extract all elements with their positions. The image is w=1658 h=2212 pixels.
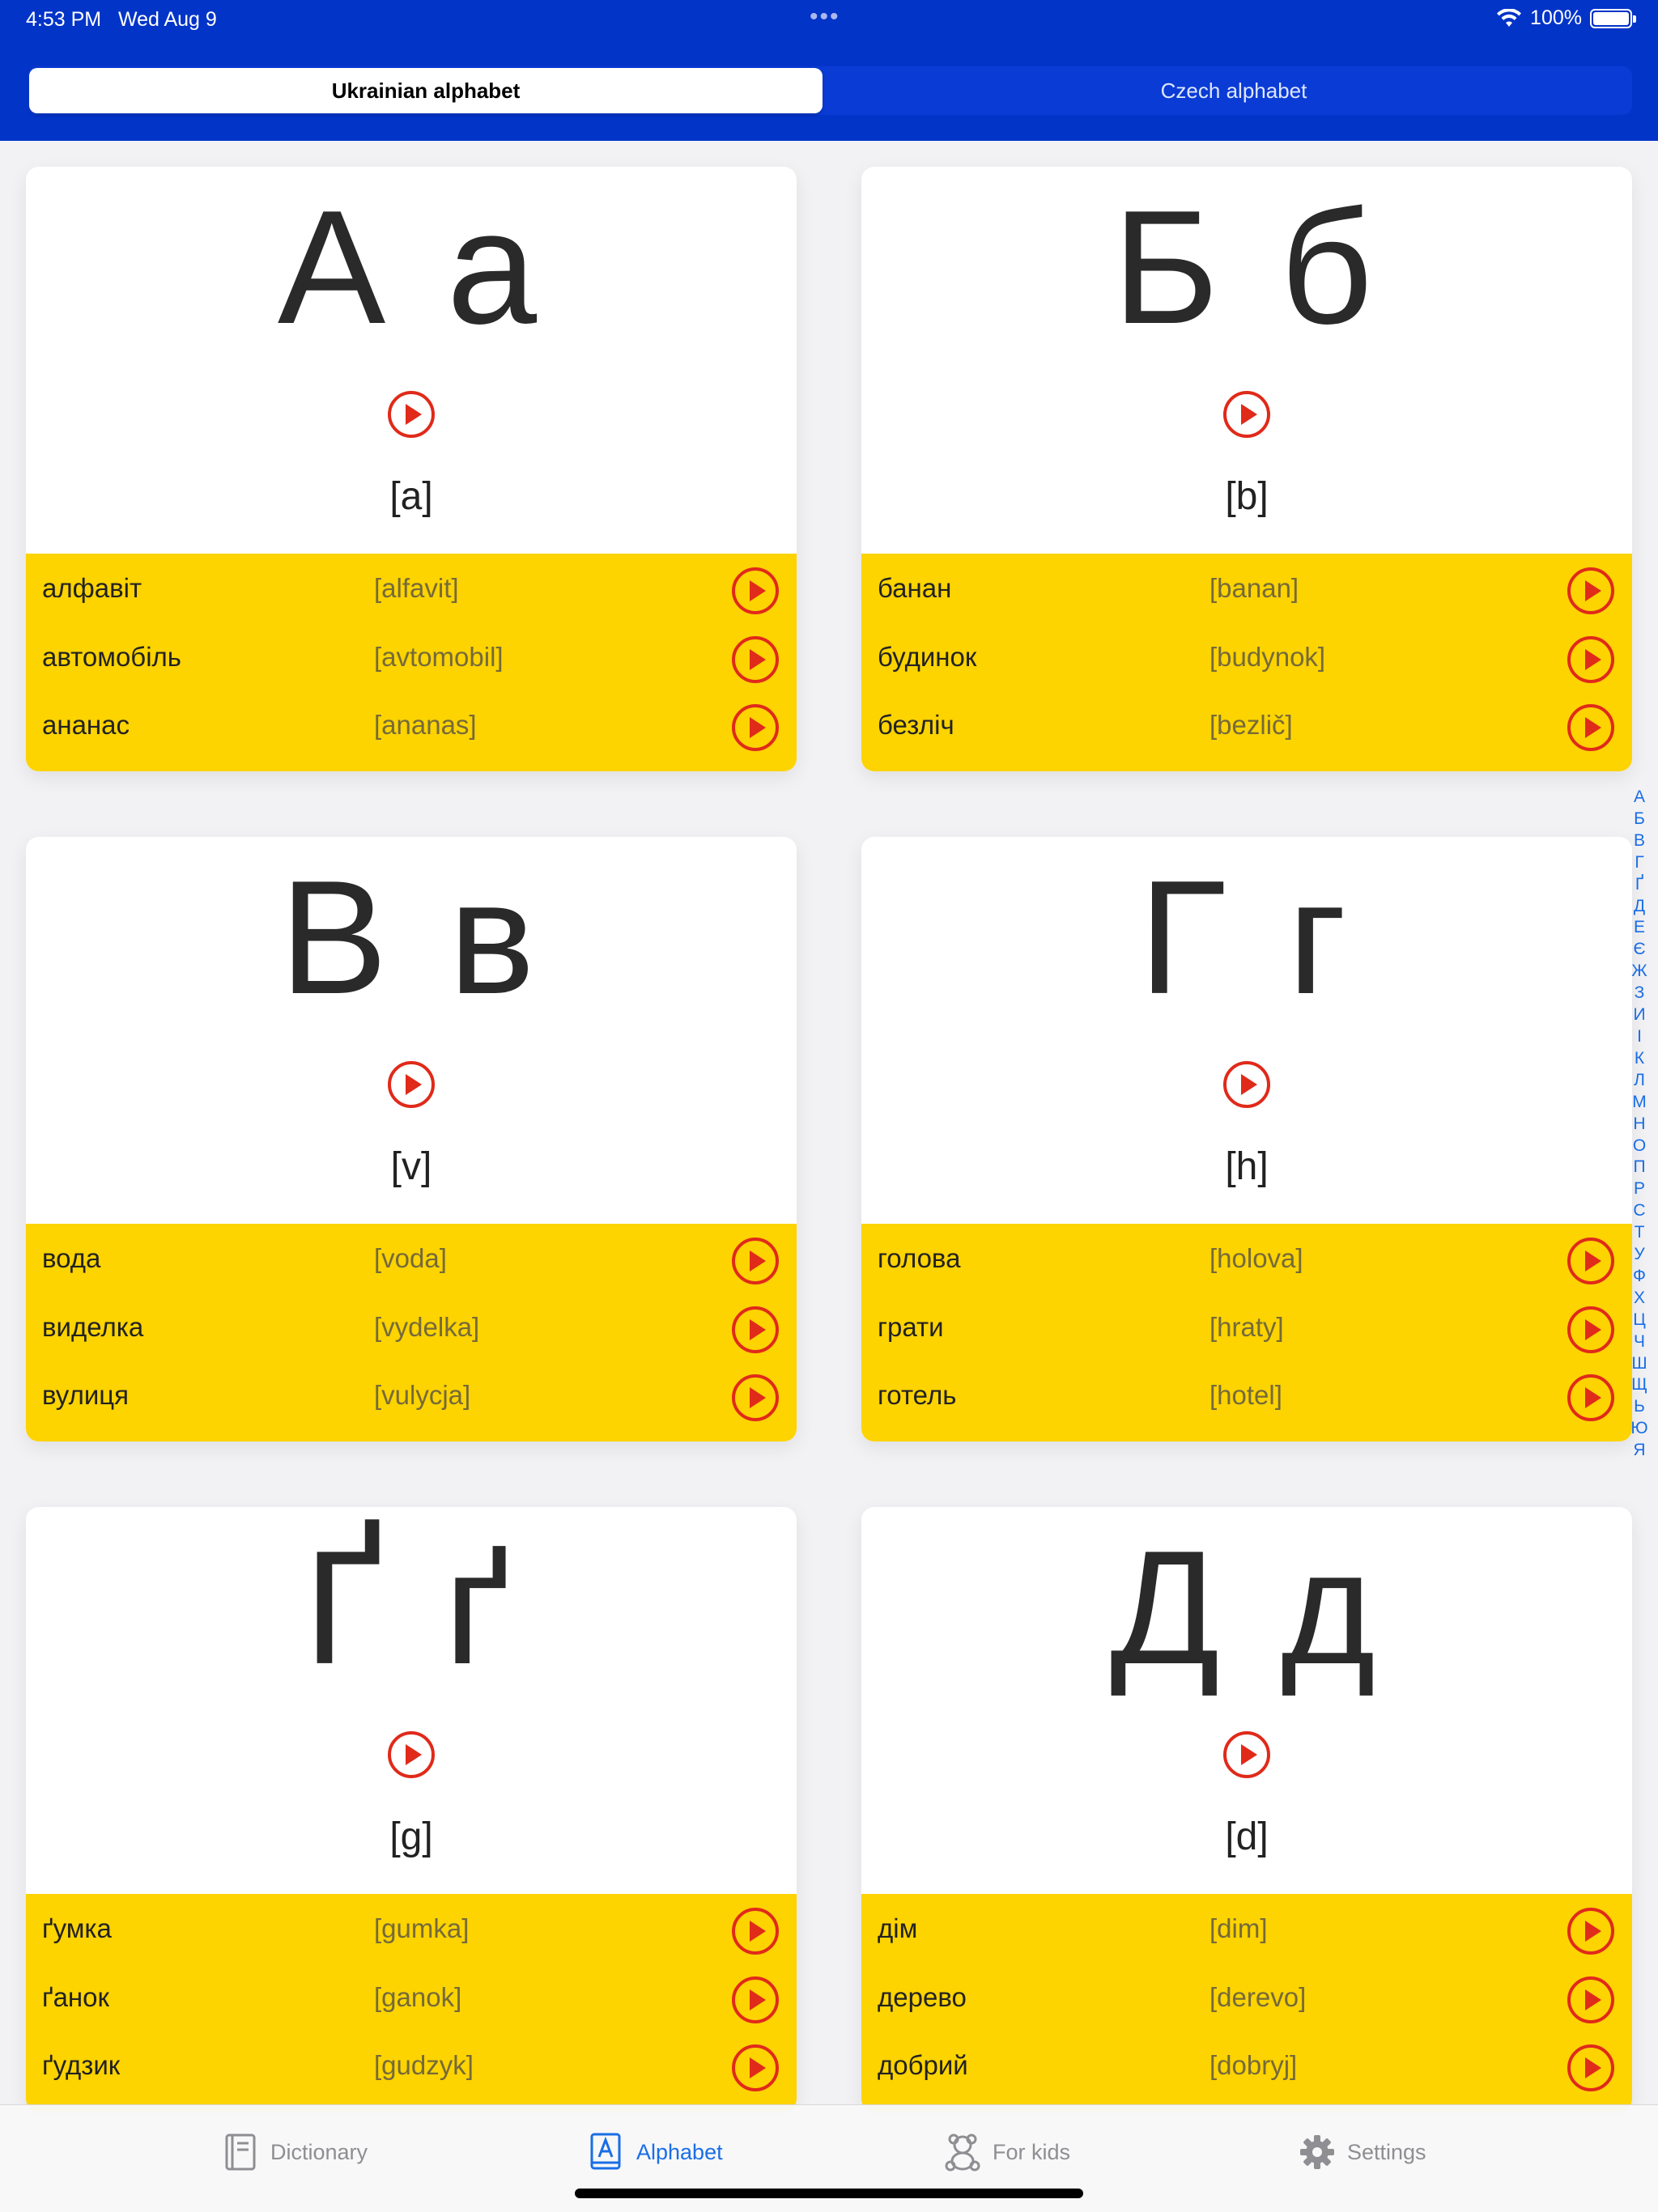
index-letter[interactable]: Ж <box>1631 962 1647 981</box>
index-letter[interactable]: І <box>1637 1026 1642 1046</box>
index-letter[interactable]: К <box>1634 1048 1645 1068</box>
multitasking-dots-icon[interactable]: ••• <box>810 3 840 30</box>
index-letter[interactable]: Є <box>1633 940 1646 959</box>
word-row <box>26 1963 797 2032</box>
word-row <box>26 690 797 759</box>
example-word-transliteration: [hraty] <box>1209 1311 1284 1342</box>
play-icon <box>1222 1060 1271 1109</box>
index-letter[interactable]: М <box>1632 1092 1647 1111</box>
play-icon <box>731 1237 780 1285</box>
word-row <box>26 1224 797 1293</box>
letter-card <box>26 1507 797 2112</box>
word-row <box>861 622 1632 691</box>
index-letter[interactable]: Щ <box>1631 1375 1647 1395</box>
book-icon <box>222 2132 259 2172</box>
example-words-panel <box>861 554 1632 771</box>
word-row <box>861 1293 1632 1361</box>
play-icon <box>731 635 780 684</box>
example-word-transliteration: [ananas] <box>374 710 477 740</box>
example-word: готель <box>878 1380 957 1410</box>
letter-glyph: Ґ ґ <box>304 1518 519 1698</box>
letter-transliteration: [b] <box>1225 475 1269 518</box>
index-letter[interactable]: Х <box>1633 1288 1645 1307</box>
letter-card <box>861 837 1632 1441</box>
play-icon <box>731 567 780 615</box>
home-indicator <box>575 2189 1083 2198</box>
alphabet-index[interactable] <box>1629 787 1650 1462</box>
example-word-transliteration: [avtomobil] <box>374 641 504 672</box>
example-word-transliteration: [hotel] <box>1209 1380 1282 1410</box>
index-letter[interactable]: Е <box>1633 918 1645 937</box>
example-words-panel <box>861 1894 1632 2112</box>
play-icon <box>731 1907 780 1955</box>
index-letter[interactable]: И <box>1633 1005 1646 1025</box>
word-row <box>26 2031 797 2099</box>
play-icon <box>731 2044 780 2092</box>
play-icon <box>387 1060 436 1109</box>
alphabet-segmented-control <box>28 66 1632 115</box>
index-letter[interactable]: Ґ <box>1635 874 1644 894</box>
segment-czech[interactable]: Czech alphabet <box>1160 78 1307 103</box>
index-letter[interactable]: О <box>1632 1136 1647 1155</box>
example-word-transliteration: [voda] <box>374 1243 447 1273</box>
letter-play-button[interactable] <box>1222 1060 1271 1109</box>
word-play-button[interactable] <box>1567 703 1615 752</box>
tab-settings[interactable] <box>1299 2128 1426 2176</box>
play-icon <box>1567 1306 1615 1354</box>
index-letter[interactable]: Г <box>1635 852 1644 872</box>
play-icon <box>731 1306 780 1354</box>
play-icon <box>731 1976 780 2024</box>
index-letter[interactable]: С <box>1633 1201 1646 1221</box>
letter-play-button[interactable] <box>1222 1730 1271 1779</box>
example-word: виделка <box>42 1311 144 1342</box>
play-icon <box>1567 1237 1615 1285</box>
letter-glyph: А а <box>277 177 546 358</box>
example-words-panel <box>26 1224 797 1441</box>
example-word-transliteration: [gudzyk] <box>374 2050 474 2080</box>
play-icon <box>1567 2044 1615 2092</box>
letter-glyph: Д д <box>1110 1518 1384 1698</box>
index-letter[interactable]: П <box>1633 1157 1646 1177</box>
word-play-button[interactable] <box>1567 635 1615 684</box>
word-row <box>26 622 797 691</box>
index-letter[interactable]: Л <box>1634 1070 1645 1089</box>
status-right <box>1496 6 1632 30</box>
letter-card <box>861 1507 1632 2112</box>
letter-card <box>26 837 797 1441</box>
example-word: ґанок <box>42 1981 109 2012</box>
example-word-transliteration: [vydelka] <box>374 1311 480 1342</box>
index-letter[interactable]: У <box>1634 1245 1645 1264</box>
word-play-button[interactable] <box>731 1373 780 1422</box>
teddy-bear-icon <box>944 2132 981 2172</box>
word-play-button[interactable] <box>731 1976 780 2024</box>
tab-for-kids[interactable] <box>944 2128 1070 2176</box>
word-row <box>861 2031 1632 2099</box>
word-play-button[interactable] <box>1567 1976 1615 2024</box>
example-word: будинок <box>878 641 977 672</box>
word-row <box>26 1894 797 1963</box>
letter-glyph: В в <box>279 847 543 1028</box>
play-icon <box>1567 1907 1615 1955</box>
index-letter[interactable]: А <box>1633 788 1645 806</box>
example-word-transliteration: [holova] <box>1209 1243 1303 1273</box>
example-word: ґудзик <box>42 2050 121 2080</box>
index-letter[interactable]: Ь <box>1634 1397 1645 1416</box>
example-words-panel <box>26 554 797 771</box>
example-word: вода <box>42 1243 101 1273</box>
example-word: автомобіль <box>42 641 181 672</box>
index-letter[interactable]: Д <box>1633 896 1646 915</box>
segment-ukrainian[interactable]: Ukrainian alphabet <box>29 68 823 113</box>
example-word: голова <box>878 1243 961 1273</box>
play-icon <box>731 1373 780 1422</box>
index-letter[interactable]: Р <box>1633 1179 1645 1199</box>
tab-for-kids-label: For kids <box>993 2139 1071 2164</box>
status-bar <box>0 0 1658 39</box>
tab-settings-label: Settings <box>1347 2139 1426 2164</box>
play-icon <box>1567 567 1615 615</box>
letter-card <box>26 167 797 771</box>
example-word-transliteration: [vulycja] <box>374 1380 471 1410</box>
word-play-button[interactable] <box>731 1306 780 1354</box>
letter-play-button[interactable] <box>387 1060 436 1109</box>
example-word: ананас <box>42 710 130 740</box>
word-row <box>861 690 1632 759</box>
word-row <box>861 1224 1632 1293</box>
example-word: безліч <box>878 710 954 740</box>
word-row <box>26 554 797 622</box>
index-letter[interactable]: Т <box>1634 1223 1645 1242</box>
word-play-button[interactable] <box>731 635 780 684</box>
example-word: добрий <box>878 2050 968 2080</box>
word-play-button[interactable] <box>731 703 780 752</box>
index-letter[interactable]: Н <box>1633 1114 1646 1133</box>
example-word-transliteration: [alfavit] <box>374 573 459 603</box>
example-word: ґумка <box>42 1913 112 1943</box>
index-letter[interactable]: Ш <box>1631 1353 1647 1373</box>
word-row <box>26 1293 797 1361</box>
example-word-transliteration: [derevo] <box>1209 1981 1307 2012</box>
example-word: банан <box>878 573 952 603</box>
letter-glyph: Б б <box>1112 177 1381 358</box>
play-icon <box>387 390 436 439</box>
tab-alphabet-label: Alphabet <box>636 2139 723 2164</box>
index-letter[interactable]: Ч <box>1634 1331 1645 1351</box>
example-word: алфавіт <box>42 573 142 603</box>
tab-dictionary-label: Dictionary <box>270 2139 368 2164</box>
battery-icon <box>1590 9 1632 28</box>
header <box>0 0 1658 141</box>
tab-dictionary[interactable] <box>222 2128 368 2176</box>
play-icon <box>1567 1373 1615 1422</box>
play-icon <box>1222 390 1271 439</box>
letter-transliteration: [h] <box>1225 1145 1269 1188</box>
example-word-transliteration: [dobryj] <box>1209 2050 1298 2080</box>
letter-transliteration: [d] <box>1225 1815 1269 1858</box>
example-words-panel <box>26 1894 797 2112</box>
letter-play-button[interactable] <box>1222 390 1271 439</box>
example-word-transliteration: [gumka] <box>374 1913 470 1943</box>
letter-card <box>861 167 1632 771</box>
example-word: дім <box>878 1913 918 1943</box>
tab-alphabet[interactable] <box>588 2128 723 2176</box>
word-row <box>861 1894 1632 1963</box>
word-play-button[interactable] <box>1567 2044 1615 2092</box>
word-play-button[interactable] <box>1567 567 1615 615</box>
index-letter[interactable]: Ц <box>1633 1310 1646 1329</box>
example-words-panel <box>861 1224 1632 1441</box>
status-time: 4:53 PM Wed Aug 9 <box>26 8 217 31</box>
word-row <box>861 554 1632 622</box>
word-row <box>861 1361 1632 1429</box>
word-row <box>861 1963 1632 2032</box>
word-play-button[interactable] <box>1567 1306 1615 1354</box>
word-play-button[interactable] <box>731 1907 780 1955</box>
example-word: грати <box>878 1311 944 1342</box>
example-word-transliteration: [bezlič] <box>1209 710 1293 740</box>
battery-percent: 100% <box>1530 6 1582 29</box>
example-word-transliteration: [ganok] <box>374 1981 462 2012</box>
word-row <box>26 1361 797 1429</box>
example-word: дерево <box>878 1981 967 2012</box>
word-play-button[interactable] <box>1567 1373 1615 1422</box>
play-icon <box>1567 703 1615 752</box>
letter-play-button[interactable] <box>387 390 436 439</box>
index-letter[interactable]: З <box>1634 983 1645 1003</box>
example-word-transliteration: [banan] <box>1209 573 1299 603</box>
word-play-button[interactable] <box>731 567 780 615</box>
letter-glyph: Г г <box>1138 847 1355 1028</box>
word-play-button[interactable] <box>731 2044 780 2092</box>
letter-transliteration: [a] <box>389 475 433 518</box>
index-letter[interactable]: Б <box>1634 809 1645 828</box>
index-letter[interactable]: Я <box>1633 1441 1646 1460</box>
word-play-button[interactable] <box>1567 1237 1615 1285</box>
index-letter[interactable]: Ф <box>1633 1266 1646 1285</box>
gear-icon <box>1299 2132 1336 2172</box>
letter-play-button[interactable] <box>387 1730 436 1779</box>
example-word-transliteration: [budynok] <box>1209 641 1326 672</box>
index-letter[interactable]: В <box>1633 830 1645 850</box>
alphabet-icon <box>588 2132 625 2172</box>
play-icon <box>1222 1730 1271 1779</box>
play-icon <box>387 1730 436 1779</box>
word-play-button[interactable] <box>1567 1907 1615 1955</box>
example-word: вулиця <box>42 1380 130 1410</box>
play-icon <box>731 703 780 752</box>
word-play-button[interactable] <box>731 1237 780 1285</box>
index-letter[interactable]: Ю <box>1630 1419 1648 1438</box>
example-word-transliteration: [dim] <box>1209 1913 1268 1943</box>
letter-transliteration: [v] <box>390 1145 432 1188</box>
play-icon <box>1567 1976 1615 2024</box>
play-icon <box>1567 635 1615 684</box>
wifi-icon <box>1496 9 1522 28</box>
letter-transliteration: [g] <box>389 1815 433 1858</box>
